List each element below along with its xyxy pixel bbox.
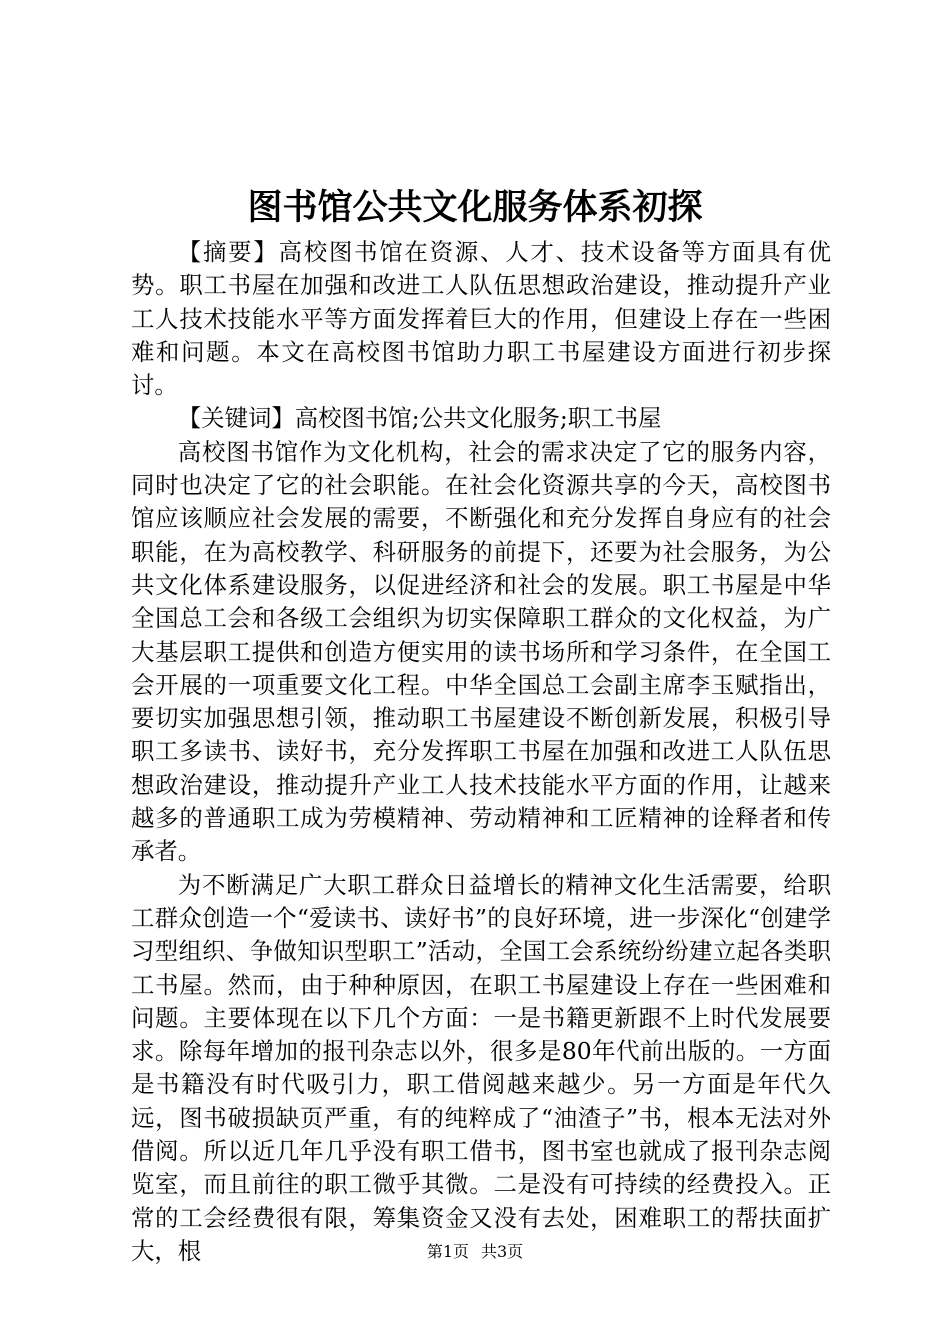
keywords-paragraph: 【关键词】高校图书馆;公共文化服务;职工书屋 xyxy=(177,404,662,433)
body-paragraph: 高校图书馆作为文化机构，社会的需求决定了它的服务内容，同时也决定了它的社会职能。在社会化资源共享的今天，高校图书馆应该顺应社会发展的需要，不断强化和充分发挥自身应有的社会职能，在为高校教学、科研服务的前提下，还要为社会服务，为公共文化体系建设服务，以促进经济和社会的发展。职工书屋是中华全国总工会和各级工会组织为切实保障职工群众的文化权益，为广大基层职工提供和创造方便实用的读书场所和学习条件，在全国工会开展的一项重要文化工程。中华全国总工会副主席李玉赋指出，要切实加强思想引领，推动职工书屋建设不断创新发展，积极引导职工多读书、读好书，充分发挥职工书屋在加强和改进工人队伍思想政治建设，推动提升产业工人技术技能水平方面的作用，让越来越多的普通职工成为劳模精神、劳动精神和工匠精神的诠释者和传承者。 xyxy=(131,437,831,866)
document-body xyxy=(131,236,831,1268)
document-title: 图书馆公共文化服务体系初探 xyxy=(247,188,703,228)
abstract-paragraph: 【摘要】高校图书馆在资源、人才、技术设备等方面具有优势。职工书屋在加强和改进工人队伍思想政治建设，推动提升产业工人技术技能水平等方面发挥着巨大的作用，但建设上存在一些困难和问题。本文在高校图书馆助力职工书屋建设方面进行初步探讨。 xyxy=(131,238,831,400)
page-number: 第1页 xyxy=(426,1242,469,1261)
page-footer xyxy=(0,1240,950,1264)
page-total: 共3页 xyxy=(481,1242,524,1261)
body-paragraph: 为不断满足广大职工群众日益增长的精神文化生活需要，给职工群众创造一个“爱读书、读好书”的良好环境，进一步深化“创建学习型组织、争做知识型职工”活动，全国工会系统纷纷建立起各类职工书屋。然而，由于种种原因，在职工书屋建设上存在一些困难和问题。主要体现在以下几个方面：一是书籍更新跟不上时代发展要求。除每年增加的报刊杂志以外，很多是80年代前出版的。一方面是书籍没有时代吸引力，职工借阅越来越少。另一方面是年代久远，图书破损缺页严重，有的纯粹成了“油渣子”书，根本无法对外借阅。所以近几年几乎没有职工借书，图书室也就成了报刊杂志阅览室，而且前往的职工微乎其微。二是没有可持续的经费投入。正常的工会经费很有限，筹集资金又没有去处，困难职工的帮扶面扩大，根 xyxy=(131,870,831,1265)
